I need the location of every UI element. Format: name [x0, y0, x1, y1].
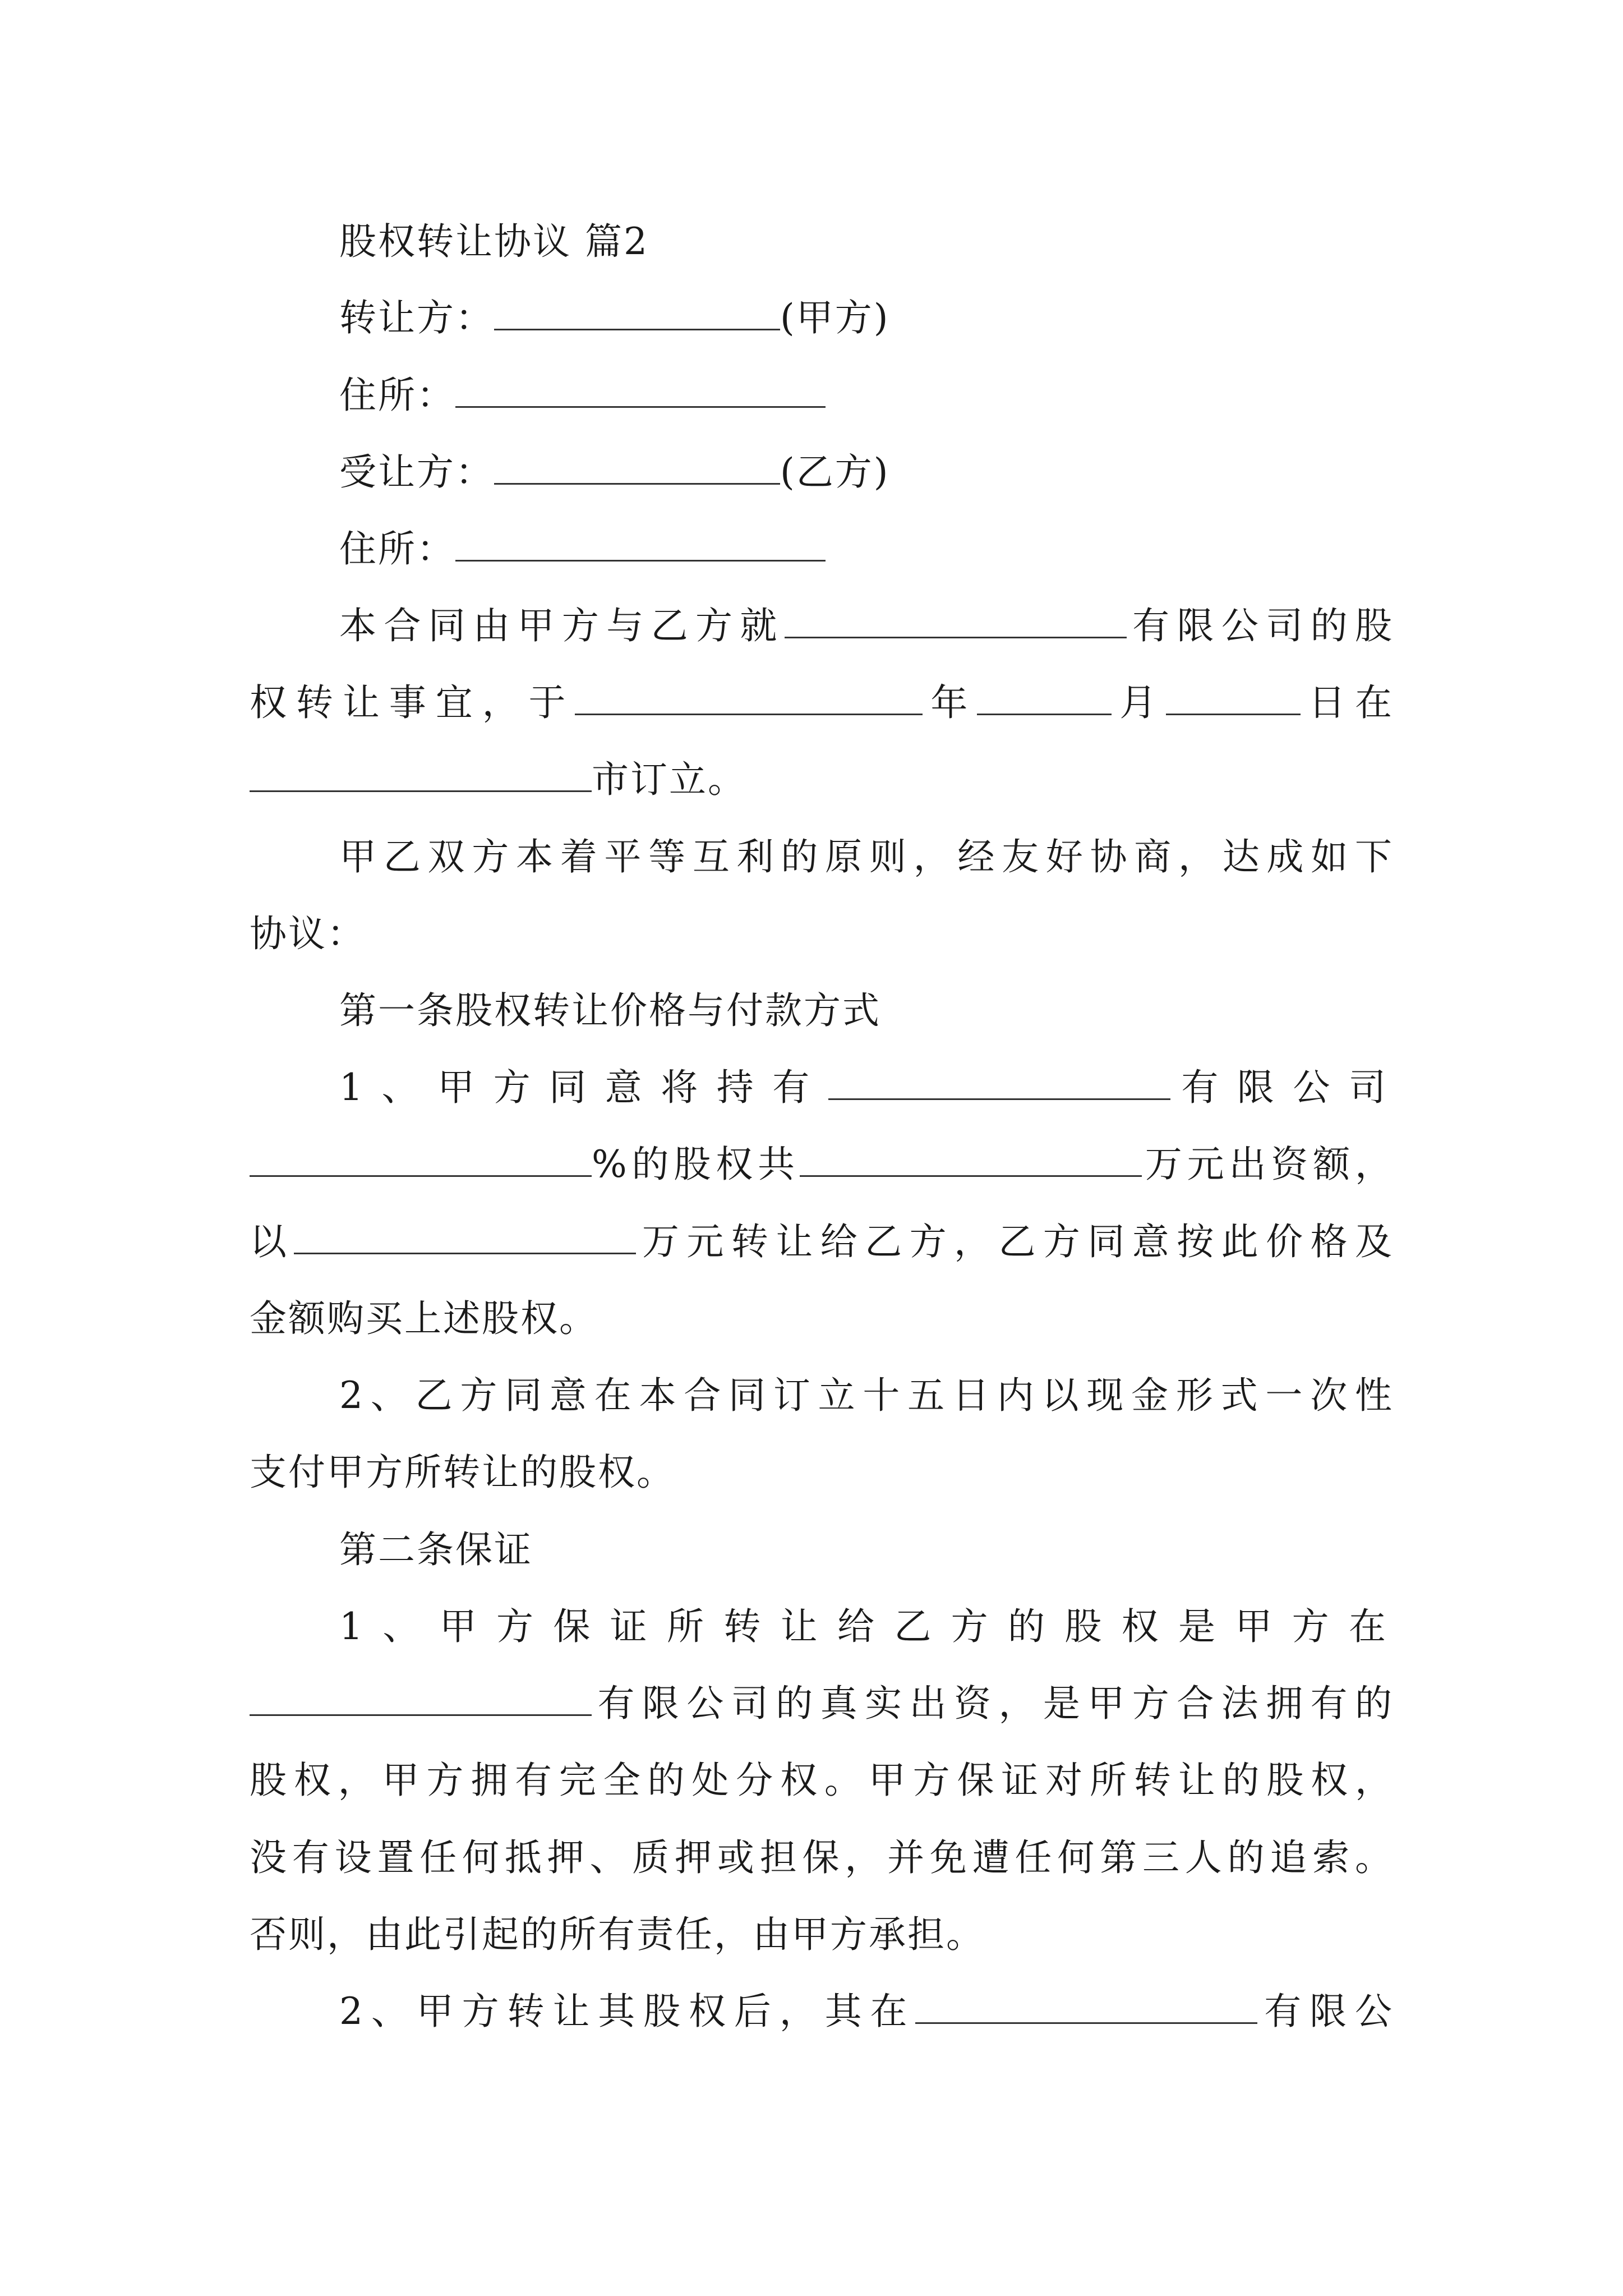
- company-name-blank[interactable]: [785, 604, 1127, 638]
- article-1-clause-1-line-2: %的股权共 万元出资额，: [250, 1134, 1394, 1195]
- capital-amount-blank[interactable]: [800, 1143, 1142, 1177]
- party-a-label: (甲方): [780, 296, 890, 339]
- intro-line-3: 市订立。: [250, 749, 1394, 811]
- guarantee-company-blank[interactable]: [250, 1682, 592, 1716]
- month-blank[interactable]: [977, 681, 1112, 715]
- transferee-name-blank[interactable]: [494, 450, 780, 485]
- article-2-clause-2-line-1: 2、甲方转让其股权后，其在 有限公: [339, 1990, 1394, 2033]
- address-label: 住所：: [339, 527, 455, 570]
- intro-line-1: 本合同由甲方与乙方就 有限公司的股: [339, 604, 1394, 647]
- year-blank[interactable]: [575, 681, 923, 715]
- transferor-line: [339, 287, 1394, 349]
- post-transfer-company-blank[interactable]: [915, 1990, 1257, 2024]
- article-1-clause-1-line-1: 1、甲方同意将持有 有限公司: [339, 1066, 1394, 1109]
- article-2-clause-1-line-4: 没有设置任何抵押、质押或担保，并免遭任何第三人的追索。: [250, 1836, 1394, 1879]
- city-blank[interactable]: [250, 758, 592, 792]
- percentage-blank[interactable]: [250, 1143, 592, 1177]
- transfer-price-blank[interactable]: [294, 1220, 636, 1254]
- party-b-label: (乙方): [780, 450, 890, 494]
- held-company-blank[interactable]: [828, 1066, 1170, 1100]
- day-blank[interactable]: [1166, 681, 1301, 715]
- article-1-clause-1-line-3: 以 万元转让给乙方，乙方同意按此价格及: [250, 1220, 1394, 1263]
- transferor-address-blank[interactable]: [455, 374, 826, 408]
- article-1-clause-1-line-4: 金额购买上述股权。: [250, 1297, 598, 1340]
- address-label: 住所：: [339, 374, 455, 417]
- article-2-clause-1-line-5: 否则，由此引起的所有责任，由甲方承担。: [250, 1913, 985, 1956]
- transferor-label: 转让方：: [339, 296, 494, 339]
- transferor-address-line: [339, 365, 1394, 426]
- document-title: 股权转让协议 篇2: [339, 220, 649, 263]
- principle-line-1: 甲乙双方本着平等互利的原则，经友好协商，达成如下: [339, 835, 1394, 878]
- article-2-heading: 第二条保证: [339, 1528, 533, 1571]
- transferee-label: 受让方：: [339, 450, 494, 494]
- article-1-clause-2-line-1: 2、乙方同意在本合同订立十五日内以现金形式一次性: [339, 1374, 1394, 1417]
- intro-line-2: 权转让事宜，于 年 月 日在: [250, 681, 1394, 724]
- article-2-clause-1-line-1: 1、甲方保证所转让给乙方的股权是甲方在: [339, 1605, 1394, 1648]
- article-1-clause-2-line-2: 支付甲方所转让的股权。: [250, 1451, 675, 1494]
- article-2-clause-1-line-2: 有限公司的真实出资，是甲方合法拥有的: [250, 1673, 1394, 1734]
- article-1-heading: 第一条股权转让价格与付款方式: [339, 989, 881, 1032]
- article-2-clause-1-line-3: 股权，甲方拥有完全的处分权。甲方保证对所转让的股权，: [250, 1759, 1394, 1802]
- transferee-address-blank[interactable]: [455, 527, 826, 562]
- transferee-line: [339, 441, 1394, 503]
- transferor-name-blank[interactable]: [494, 296, 780, 330]
- principle-line-2: 协议：: [250, 912, 366, 955]
- transferee-address-line: [339, 518, 1394, 580]
